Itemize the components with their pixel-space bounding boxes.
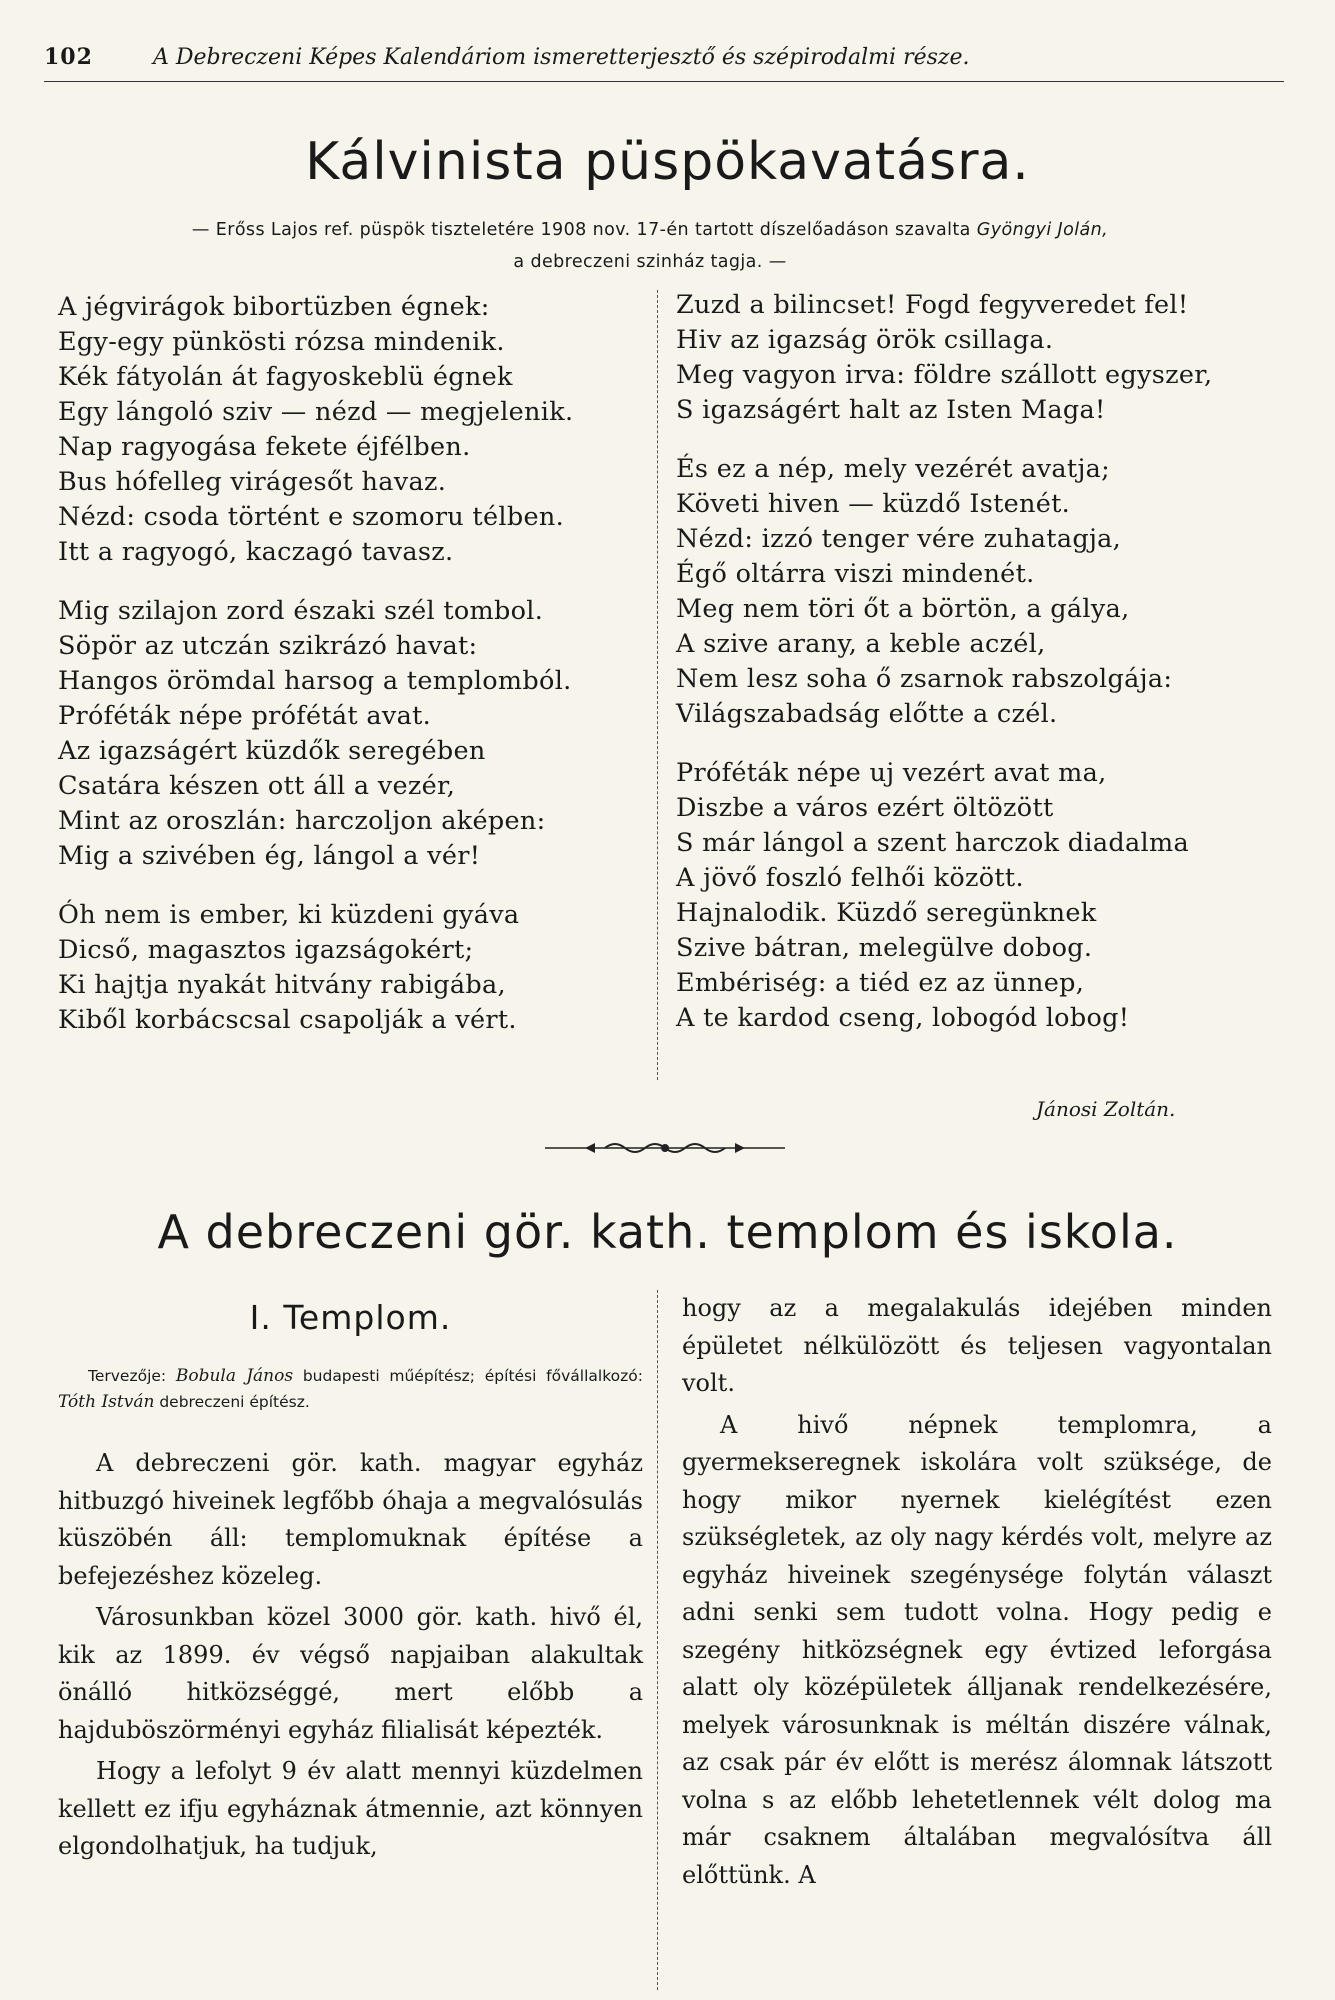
poem-line: S igazságért halt az Isten Maga! bbox=[676, 395, 1106, 425]
poem-line: A jövő foszló felhői között. bbox=[676, 863, 1024, 893]
poem-line: Ki hajtja nyakát hitvány rabigába, bbox=[58, 970, 506, 1000]
poem-line: Zuzd a bilincset! Fogd fegyveredet fel! bbox=[676, 290, 1189, 320]
dedication-text-2: a debreczeni szinház tagja. — bbox=[513, 252, 787, 272]
poem-line: Nap ragyogása fekete éjfélben. bbox=[58, 432, 471, 462]
poem-line: A jégvirágok bibortüzben égnek: bbox=[58, 292, 490, 322]
poem-line: S már lángol a szent harczok diadalma bbox=[676, 828, 1189, 858]
article-left-column bbox=[58, 1298, 643, 1866]
poem-line: Az igazságért küzdők seregében bbox=[58, 736, 486, 766]
poem-stanza bbox=[676, 452, 1276, 732]
paragraph: A debreczeni gör. kath. magyar egyház hitbuzgó hiveinek legfőbb óhaja a megvalósulás küszöbén áll: templomuknak építése a befejezéshez közeleg. bbox=[58, 1449, 643, 1590]
poem-line: Mig szilajon zord északi szél tombol. bbox=[58, 596, 544, 626]
section-heading: I. Templom. bbox=[249, 1298, 452, 1337]
running-title: A Debreczeni Képes Kalendáriom ismeretterjesztő és szépirodalmi része. bbox=[152, 45, 970, 70]
column-divider-article bbox=[657, 1290, 658, 1990]
poem-line: Itt a ragyogó, kaczagó tavasz. bbox=[58, 537, 454, 567]
poem-stanza bbox=[58, 290, 658, 570]
article-title: A debreczeni gör. kath. templom és iskola. bbox=[157, 1205, 1178, 1259]
paragraph: A hivő népnek templomra, a gyermekseregnek iskolára volt szüksége, de hogy mikor nyernek kielégítést ezen szükségletek, az oly nagy kérdés volt, melyre az egyház hiveinek szegénysége folytán választ adni senki sem tudott volna. Hogy pedig e szegény hitközségnek egy évtized leforgása alatt oly középületek álljanak rendelkezésére, melyek városunknak is méltán diszére válnak, az csak pár év előtt is merész álomnak látszott volna s az előbb lehetetlennek vélt dolog ma már csaknem általában megvalósítva áll előttünk. A bbox=[682, 1410, 1272, 1889]
poem-line: A szive arany, a keble aczél, bbox=[676, 629, 1046, 659]
poem-left-column bbox=[58, 290, 658, 1062]
ornament-divider bbox=[545, 1138, 785, 1158]
poem-line: Egy lángoló sziv — nézd — megjelenik. bbox=[58, 397, 574, 427]
poem-stanza bbox=[58, 898, 658, 1038]
poem-line: Mig a szivében ég, lángol a vér! bbox=[58, 841, 481, 871]
poem-line: Világszabadság előtte a czél. bbox=[676, 699, 1058, 729]
page-number: 102 bbox=[44, 44, 93, 70]
poem-line: Óh nem is ember, ki küzdeni gyáva bbox=[58, 900, 520, 930]
poem-line: Söpör az utczán szikrázó havat: bbox=[58, 631, 478, 661]
paragraph: Hogy a lefolyt 9 év alatt mennyi küzdelmen kellett ez ifju egyháznak átmennie, azt könnyen elgondolhatjuk, ha tudjuk, bbox=[58, 1757, 643, 1860]
poem-title: Kálvinista püspökavatásra. bbox=[305, 132, 1030, 192]
poem-line: Követi hiven — küzdő Istenét. bbox=[676, 489, 1071, 519]
poem-line: És ez a nép, mely vezérét avatja; bbox=[676, 454, 1111, 484]
poem-dedication bbox=[60, 214, 1240, 278]
poem-line: A te kardod cseng, lobogód lobog! bbox=[676, 1003, 1130, 1033]
poem-stanza bbox=[676, 756, 1276, 1036]
poem-line: Kék fátyolán át fagyoskeblü égnek bbox=[58, 362, 513, 392]
poem-line: Hangos örömdal harsog a templomból. bbox=[58, 666, 572, 696]
poem-line: Hiv az igazság örök csillaga. bbox=[676, 325, 1054, 355]
poem-line: Embériség: a tiéd ez az ünnep, bbox=[676, 968, 1085, 998]
poem-line: Meg vagyon irva: földre szállott egyszer, bbox=[676, 360, 1213, 390]
poem-line: Dicső, magasztos igazságokért; bbox=[58, 935, 474, 965]
poem-line: Bus hófelleg virágesőt havaz. bbox=[58, 467, 447, 497]
poem-line: Nem lesz soha ő zsarnok rabszolgája: bbox=[676, 664, 1173, 694]
poem-line: Próféták népe uj vezért avat ma, bbox=[676, 758, 1107, 788]
poem-author: Jánosi Zoltán. bbox=[1036, 1097, 1176, 1121]
paragraph: Városunkban közel 3000 gör. kath. hivő él, kik az 1899. év végső napjaiban alakultak önálló hitközséggé, mert előbb a hajduböszörményi egyház filialisát képezték. bbox=[58, 1603, 643, 1744]
poem-line: Szive bátran, melegülve dobog. bbox=[676, 933, 1093, 963]
poem-stanza bbox=[58, 594, 658, 874]
running-head bbox=[44, 46, 1284, 82]
poem-line: Mint az oroszlán: harczoljon aképen: bbox=[58, 806, 546, 836]
poem-line: Nézd: izzó tenger vére zuhatagja, bbox=[676, 524, 1122, 554]
dedication-performer: Gyöngyi Jolán, bbox=[976, 220, 1109, 240]
poem-right-column bbox=[676, 288, 1276, 1060]
poem-line: Próféták népe prófétát avat. bbox=[58, 701, 432, 731]
article-right-column bbox=[682, 1290, 1272, 1894]
poem-line: Diszbe a város ezért öltözött bbox=[676, 793, 1054, 823]
poem-line: Égő oltárra viszi mindenét. bbox=[676, 559, 1035, 589]
poem-line: Csatára készen ott áll a vezér, bbox=[58, 771, 456, 801]
poem-line: Hajnalodik. Küzdő seregünknek bbox=[676, 898, 1097, 928]
poem-line: Egy-egy pünkösti rózsa mindenik. bbox=[58, 327, 505, 357]
poem-line: Nézd: csoda történt e szomoru télben. bbox=[58, 502, 564, 532]
paragraph: hogy az a megalakulás idejében minden épületet nélkülözött és teljesen vagyontalan volt. bbox=[682, 1294, 1272, 1397]
poem-stanza bbox=[676, 288, 1276, 428]
poem-line: Meg nem töri őt a börtön, a gálya, bbox=[676, 594, 1130, 624]
dedication-text: — Erőss Lajos ref. püspök tiszteletére 1908 nov. 17-én tartott díszelőadáson szavalta bbox=[191, 220, 971, 240]
architect-credit: Tervezője: Bobula János budapesti műépítész; építési fővállalkozó: Tóth István debreczeni építész. bbox=[58, 1366, 643, 1412]
poem-line: Kiből korbácscsal csapolják a vért. bbox=[58, 1005, 517, 1035]
